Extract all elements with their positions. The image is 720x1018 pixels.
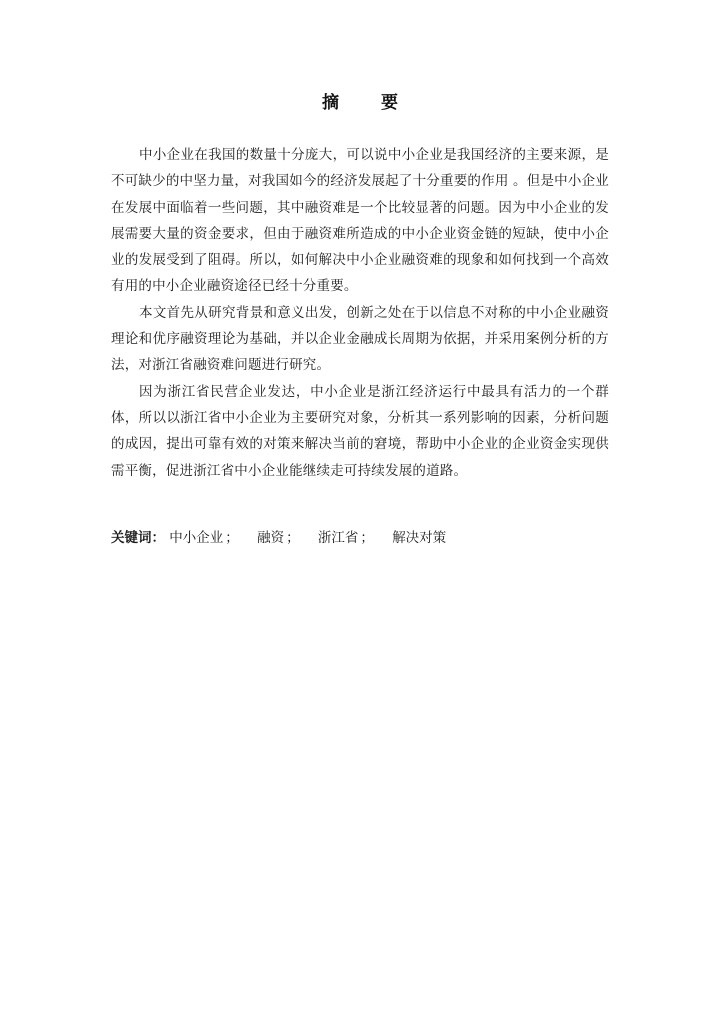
abstract-body [111, 142, 609, 484]
keyword-item: 中小企业 [169, 530, 224, 546]
abstract-paragraph-2: 本文首先从研究背景和意义出发，创新之处在于以信息不对称的中小企业融资理论和优序融资理论为基础，并以企业金融成长周期为依据，并采用案例分析的方法，对浙江省融资难问题进行研究。 [111, 304, 609, 374]
keyword-separator: ； [286, 530, 300, 546]
keyword-item: 浙江省 [317, 530, 359, 546]
abstract-title: 摘 要 [322, 93, 416, 113]
keywords-line [111, 525, 609, 551]
keyword-item: 解决对策 [392, 530, 447, 546]
abstract-paragraph-1: 中小企业在我国的数量十分庞大，可以说中小企业是我国经济的主要来源，是不可缺少的中坚力量，对我国如今的经济发展起了十分重要的作用 。但是中小企业在发展中面临着一些问题，其中融资难是一个比较显著的问题。因为中小企业的发展需要大量的资金要求，但由于融资难所造成的中小企业资金链的短缺，使中小企业的发展受到了阻碍。所以，如何解决中小企业融资难的现象和如何找到一个高效有用的中小企业融资途径已经十分重要。 [111, 147, 609, 295]
keyword-separator: ； [225, 530, 239, 546]
abstract-paragraph-3: 因为浙江省民营企业发达，中小企业是浙江经济运行中最具有活力的一个群体，所以以浙江省中小企业为主要研究对象，分析其一系列影响的因素，分析问题的成因，提出可靠有效的对策来解决当前的窘境，帮助中小企业的企业资金实现供需平衡，促进浙江省中小企业能继续走可持续发展的道路。 [111, 383, 609, 479]
keyword-separator: ； [360, 530, 374, 546]
keywords-label: 关键词： [111, 530, 165, 546]
keyword-item: 融资 [257, 530, 285, 546]
